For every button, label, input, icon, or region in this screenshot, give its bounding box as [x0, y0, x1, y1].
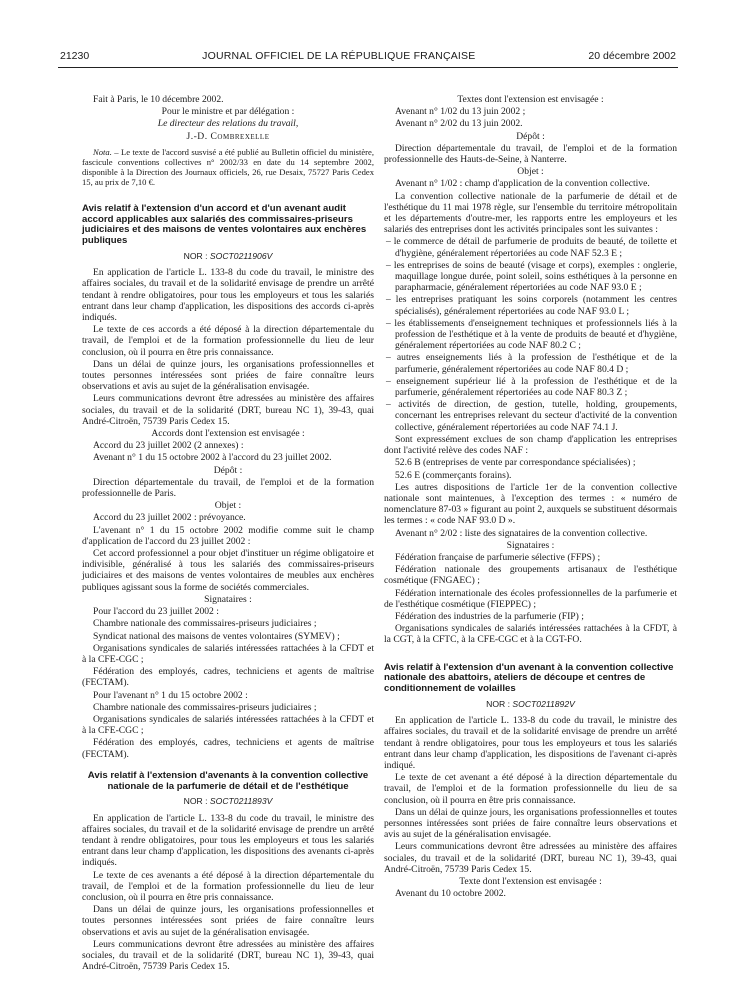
text-item: Accord du 23 juillet 2002 (2 annexes) : — [93, 440, 244, 452]
signatory: Fédération française de parfumerie sélective (FFPS) ; — [395, 551, 601, 563]
page-header — [60, 48, 676, 64]
section-label: Texte dont l'extension est envisagée : — [459, 875, 602, 887]
section-label: Accords dont l'extension est envisagée : — [151, 428, 305, 440]
objet-text: Cet accord professionnel a pour objet d'instituer un régime obligatoire et indivisible, généralisé à tous les salariés des commissaires-priseurs judiciaires et des maisons de ventes volontaires de meubles aux enchères publiques agissant sous la forme de sociétés commerciales. — [82, 548, 374, 593]
right-column — [384, 94, 677, 900]
activity-item: – enseignement supérieur lié à la profession de l'esthétique et de la parfumerie, généralement répertoriées au code NAF 80.3 Z ; — [386, 375, 677, 399]
activity-item: – les entreprises de soins de beauté (visage et corps), exemples : onglerie, maquillage longue durée, point soleil, soins esthétiques à la personne en parapharmacie, généralement répertoriées au code NAF 93.0 E ; — [386, 259, 677, 294]
signatory: Organisations syndicales de salariés intéressées rattachées à la CFDT et à la CFE-CGC ; — [82, 642, 374, 665]
notice-paragraph: Le texte de ces avenants a été déposé à la direction départementale du travail, de l'emploi et de la formation professionnelle du lieu de leur conclusion, où il pourra en être pris connaissance. — [82, 869, 374, 903]
nota-text: – Le texte de l'accord susvisé a été publié au Bulletin officiel du ministère, fascicule conventions collectives n° 2002/33 en date du 14 septembre 2002, disponible à la Direction des Journaux officiels, 26, rue Desaix, 75727 Paris Cedex 15, au prix de 7,10 €. — [82, 146, 374, 187]
section-label: Objet : — [214, 500, 242, 512]
depot-text: Direction départementale du travail, de l'emploi et de la formation professionnelle de Paris. — [82, 476, 374, 500]
nor-code: SOCT0211906V — [209, 251, 273, 261]
notice-title-volailles: Avis relatif à l'extension d'un avenant à la convention collective nationale des abattoirs, ateliers de découpe et centres de conditionnement de volailles — [384, 661, 674, 695]
nota-note — [82, 147, 374, 187]
signature-name: J.-D. Combrexelle — [186, 130, 270, 142]
objet-text: La convention collective nationale de la parfumerie de détail et de l'esthétique du 11 mai 1978 règle, sur l'ensemble du territoire métropolitain et les départements d'outre-mer, les rapports entre les employeurs et les salariés des entreprises dont les activités principales sont les suivantes : — [384, 190, 677, 236]
notice-paragraph: Le texte de ces accords a été déposé à la direction départementale du travail, de l'emploi et de la formation professionnelle du lieu de leur conclusion, où il pourra en être pris connaissance. — [82, 324, 374, 358]
text-item: Avenant n° 1 du 15 octobre 2002 à l'accord du 23 juillet 2002. — [93, 452, 332, 464]
signatory: Fédération nationale des groupements artisanaux de l'esthétique cosmétique (FNGAEC) ; — [384, 564, 677, 587]
notice-title-parfumerie: Avis relatif à l'extension d'avenants à la convention collective nationale de la parfumerie de détail et de l'esthétique — [87, 769, 369, 792]
signatory-group: Pour l'avenant n° 1 du 15 octobre 2002 : — [93, 689, 248, 701]
objet-text: L'avenant n° 1 du 15 octobre 2002 modifie comme suit le champ d'application de l'accord du 23 juillet 2002 : — [82, 524, 374, 547]
signatory: Chambre nationale des commissaires-priseurs judiciaires ; — [93, 701, 317, 713]
nor-reference: NOR : SOCT0211892V — [486, 698, 575, 709]
objet-text: Avenant n° 2/02 : liste des signataires de la convention collective. — [395, 527, 648, 539]
issue-date: 20 décembre 2002 — [588, 50, 676, 62]
activity-item: – activités de direction, de gestion, tutelle, holding, groupements, concernant les entreprises relevant du secteur d'activité de la convention collective, généralement répertoriées au code NAF 74.1 J. — [386, 399, 677, 433]
nor-reference: NOR : SOCT0211906V — [183, 251, 273, 261]
nor-code: SOCT0211892V — [512, 698, 575, 709]
objet-text: Avenant n° 1/02 : champ d'application de la convention collective. — [395, 178, 650, 190]
signature-delegation: Pour le ministre et par délégation : — [161, 106, 295, 118]
exclusion-code: 52.6 B (entreprises de vente par correspondance spécialisées) ; — [395, 457, 636, 469]
notice-paragraph: En application de l'article L. 133-8 du code du travail, le ministre des affaires sociales, du travail et de la solidarité envisage de prendre un arrêté tendant à rendre obligatoires, pour tous les employeurs et tous les salariés entrant dans leur champ d'application, les dispositions de l'avenant ci-après indiqué. — [384, 715, 677, 771]
depot-text: Direction départementale du travail, de l'emploi et de la formation professionnelle des Hauts-de-Seine, à Nanterre. — [384, 142, 677, 166]
activity-item: – les établissements d'enseignement techniques et professionnels liés à la profession de l'esthétique et à la vente de produits de beauté et d'hygiène, généralement répertoriées au code NAF 80.2 C ; — [386, 317, 677, 352]
signatory: Syndicat national des maisons de ventes volontaires (SYMEV) ; — [93, 630, 340, 642]
nor-code: SOCT0211893V — [209, 796, 273, 807]
text-item: Avenant n° 2/02 du 13 juin 2002. — [395, 118, 523, 130]
section-label: Signataires : — [204, 593, 252, 605]
notice-paragraph: En application de l'article L. 133-8 du code du travail, le ministre des affaires sociales, du travail et de la solidarité envisage de prendre un arrêté tendant à rendre obligatoires, pour tous les employeurs et tous les salariés entrant dans leur champ d'application, les dispositions des avenants ci-après indiqués. — [82, 812, 374, 869]
notice-title-commissaires: Avis relatif à l'extension d'un accord et d'un avenant audit accord applicables aux salariés des commissaires-priseurs judiciaires et des maisons de ventes volontaires aux enchères publiques — [82, 202, 367, 247]
notice-paragraph: En application de l'article L. 133-8 du code du travail, le ministre des affaires sociales, du travail et de la solidarité envisage de prendre un arrêté tendant à rendre obligatoires, pour tous les employeurs et tous les salariés entrant dans leur champ d'application, les dispositions des accords ci-après indiqués. — [82, 267, 374, 324]
signatory: Fédération des industries de la parfumerie (FIP) ; — [395, 610, 584, 622]
left-column — [82, 94, 374, 973]
section-label: Signataires : — [506, 539, 555, 551]
signatory-group: Pour l'accord du 23 juillet 2002 : — [93, 606, 219, 618]
notice-paragraph: Leurs communications devront être adressées au ministère des affaires sociales, du travail et de la solidarité (DRT, bureau NC 1), 39-43, quai André-Citroën, 75739 Paris Cedex 15. — [82, 393, 374, 427]
signatory: Chambre nationale des commissaires-priseurs judiciaires ; — [93, 618, 317, 630]
notice-paragraph: Dans un délai de quinze jours, les organisations professionnelles et toutes personnes intéressées sont priées de faire connaître leurs observations et avis au sujet de la généralisation envisagée. — [82, 904, 374, 938]
section-label: Textes dont l'extension est envisagée : — [457, 94, 604, 105]
signatory: Fédération des employés, cadres, techniciens et agents de maîtrise (FECTAM). — [82, 737, 374, 760]
section-label: Dépôt : — [213, 464, 243, 476]
signature-role: Le directeur des relations du travail, — [157, 118, 299, 130]
objet-text: Accord du 23 juillet 2002 : prévoyance. — [93, 512, 246, 524]
notice-paragraph: Leurs communications devront être adressées au ministère des affaires sociales, du travail et de la solidarité (DRT, bureau NC 1), 39-43, quai André-Citroën, 75739 Paris Cedex 15. — [82, 938, 374, 973]
activity-item: – autres enseignements liés à la profession de l'esthétique et de la parfumerie, généralement répertoriées au code NAF 80.4 D ; — [386, 352, 677, 375]
notice-paragraph: Le texte de cet avenant a été déposé à la direction départementale du travail, de l'emploi et de la formation professionnelle du lieu de sa conclusion, où il pourra en être pris connaissance. — [384, 772, 677, 806]
nor-reference: NOR : SOCT0211893V — [183, 796, 273, 807]
notice-paragraph: Leurs communications devront être adressées au ministère des affaires sociales, du travail et de la solidarité (DRT, bureau NC 1), 39-43, quai André-Citroën, 75739 Paris Cedex 15. — [384, 841, 677, 875]
text-item: Avenant du 10 octobre 2002. — [395, 888, 506, 900]
text-item: Avenant n° 1/02 du 13 juin 2002 ; — [395, 106, 526, 118]
signatory: Fédération internationale des écoles professionnelles de la parfumerie et de l'esthétique cosmétique (FIEPPEC) ; — [384, 587, 677, 610]
section-label: Objet : — [517, 166, 544, 178]
notice-paragraph: Dans un délai de quinze jours, les organisations professionnelles et toutes personnes intéressées sont priées de faire connaître leurs observations et avis au sujet de la généralisation envisagée. — [384, 806, 677, 841]
signatory: Fédération des employés, cadres, techniciens et agents de maîtrise (FECTAM). — [82, 666, 374, 689]
activity-item: – les entreprises pratiquant les soins corporels (notamment les centres spécialisés), généralement répertoriées au code NAF 93.0 L ; — [386, 294, 677, 317]
page-number: 21230 — [60, 50, 90, 62]
signatory: Organisations syndicales de salariés intéressées rattachées à la CFDT, à la CGT, à la CFTC, à la CFE-CGC et à la CGT-FO. — [384, 623, 677, 646]
journal-title: JOURNAL OFFICIEL DE LA RÉPUBLIQUE FRANÇAISE — [202, 50, 476, 62]
exclusion-code: 52.6 E (commerçants forains). — [395, 469, 512, 481]
section-label: Dépôt : — [516, 130, 545, 142]
notice-paragraph: Dans un délai de quinze jours, les organisations professionnelles et toutes personnes intéressées sont priées de faire connaître leurs observations et avis au sujet de la généralisation envisagée. — [82, 358, 374, 393]
activity-item: – le commerce de détail de parfumerie de produits de beauté, de toilette et d'hygiène, généralement répertoriées au code NAF 52.3 E ; — [386, 236, 677, 259]
header-rule — [58, 67, 678, 68]
other-provisions: Les autres dispositions de l'article 1er de la convention collective nationale sont maintenues, à l'exception des termes : « numéro de nomenclature 87-03 » figurant au point 2, auxquels se substituent désormais les termes : « code NAF 93.0 D ». — [384, 481, 677, 527]
exclusion-text: Sont expressément exclues de son champ d'application les entreprises dont l'activité relève des codes NAF : — [384, 433, 677, 457]
activity-list — [384, 236, 677, 432]
signatory: Organisations syndicales de salariés intéressées rattachées à la CFDT et à la CFE-CGC ; — [82, 713, 374, 737]
signature-place: Fait à Paris, le 10 décembre 2002. — [93, 94, 224, 105]
nota-label: Nota. — [93, 146, 112, 157]
